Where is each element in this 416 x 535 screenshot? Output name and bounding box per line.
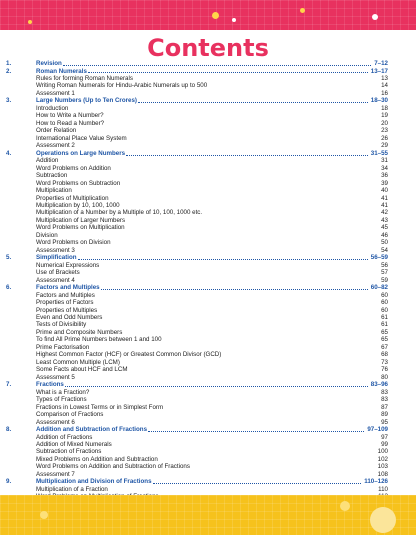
- toc-entry-row: [6, 314, 388, 321]
- entry-title: Word Problems on Addition and Subtraction of Fractions: [36, 463, 190, 471]
- page-number: 60: [381, 291, 388, 299]
- chapter-number: 6.: [6, 284, 12, 292]
- toc-entry-row: [6, 411, 388, 418]
- toc-entry-row: [6, 180, 388, 187]
- page-number: 108: [377, 470, 388, 478]
- page-number: 65: [381, 328, 388, 336]
- toc-entry-row: [6, 82, 388, 89]
- entry-title: Addition: [36, 157, 59, 165]
- page-number: 61: [381, 314, 388, 321]
- entry-title: Properties of Multiples: [36, 306, 98, 314]
- toc-entry-row: [6, 419, 388, 426]
- entry-title: Properties of Multiplication: [36, 194, 109, 202]
- entry-title: Highest Common Factor (HCF) or Greatest Common Divisor (GCD): [36, 351, 222, 359]
- entry-title: Factors and Multiples: [36, 291, 95, 299]
- page-number: 59: [381, 276, 388, 284]
- dot-leader: [148, 431, 364, 432]
- page-number: 13: [381, 75, 388, 82]
- dot-leader: [65, 386, 368, 387]
- chapter-number: 7.: [6, 381, 12, 389]
- toc-entry-row: [6, 135, 388, 142]
- toc-entry-row: [6, 277, 388, 284]
- dot-leader: [153, 483, 362, 484]
- entry-title: Assessment 7: [36, 470, 75, 478]
- page-number: 60–82: [370, 284, 388, 292]
- toc-entry-row: [6, 306, 388, 313]
- toc-entry-row: [6, 396, 388, 403]
- entry-title: What is a Fraction?: [36, 388, 90, 396]
- page-number: 29: [381, 142, 388, 150]
- page-title: Contents: [147, 34, 269, 62]
- page-number: 18–30: [370, 97, 388, 105]
- toc-entry-row: [6, 75, 388, 82]
- entry-title: Types of Fractions: [36, 396, 87, 404]
- entry-title: Multiplication by 10, 100, 1000: [36, 201, 120, 209]
- entry-title: Prime Factorisation: [36, 343, 90, 351]
- page-number: 39: [381, 179, 388, 187]
- toc-chapter-row: [6, 67, 388, 74]
- chapter-title: Simplification: [36, 254, 77, 262]
- entry-title: Division: [36, 231, 58, 239]
- toc-entry-row: [6, 336, 388, 343]
- toc-entry-row: [6, 292, 388, 299]
- chapter-title: Roman Numerals: [36, 67, 87, 75]
- page-number: 68: [381, 351, 388, 359]
- page-number: 50: [381, 239, 388, 247]
- page-number: 43: [381, 216, 388, 224]
- page-number: 54: [381, 246, 388, 254]
- entry-title: Subtraction of Fractions: [36, 448, 102, 456]
- page-number: 110–126: [364, 478, 388, 486]
- entry-title: Mixed Problems on Addition and Subtraction: [36, 455, 158, 463]
- toc-entry-row: [6, 112, 388, 119]
- entry-title: International Place Value System: [36, 134, 127, 142]
- page-number: 83–96: [370, 381, 388, 389]
- chapter-number: 9.: [6, 478, 12, 486]
- page-number: 41: [381, 194, 388, 202]
- page-number: 42: [381, 209, 388, 217]
- entry-title: To find All Prime Numbers between 1 and 100: [36, 336, 162, 344]
- decorative-circle: [40, 511, 48, 519]
- toc-entry-row: [6, 486, 388, 493]
- toc-entry-row: [6, 165, 388, 172]
- page-number: 20: [381, 119, 388, 127]
- page-number: 26: [381, 134, 388, 142]
- toc-chapter-row: [6, 426, 388, 433]
- page-number: 7–12: [374, 60, 388, 68]
- page-number: 13–17: [370, 67, 388, 75]
- page-number: 56: [381, 261, 388, 269]
- page-number: 97: [381, 433, 388, 441]
- toc-chapter-row: [6, 381, 388, 388]
- toc-chapter-row: [6, 254, 388, 261]
- page-number: 95: [381, 418, 388, 426]
- entry-title: Writing Roman Numerals for Hindu-Arabic Numerals up to 500: [36, 82, 208, 90]
- toc-entry-row: [6, 344, 388, 351]
- toc-entry-row: [6, 463, 388, 470]
- toc-entry-row: [6, 142, 388, 149]
- dot-leader: [101, 289, 368, 290]
- toc-entry-row: [6, 448, 388, 455]
- toc-entry-row: [6, 202, 388, 209]
- page-number: 56–59: [370, 254, 388, 262]
- toc-entry-row: [6, 247, 388, 254]
- toc-entry-row: [6, 232, 388, 239]
- entry-title: Numerical Expressions: [36, 261, 100, 269]
- entry-title: Comparison of Fractions: [36, 411, 104, 419]
- entry-title: Order Relation: [36, 127, 77, 135]
- toc-chapter-row: [6, 150, 388, 157]
- toc-entry-row: [6, 389, 388, 396]
- chapter-title: Revision: [36, 60, 62, 68]
- page-number: 40: [381, 187, 388, 195]
- toc-entry-row: [6, 187, 388, 194]
- entry-title: Multiplication: [36, 187, 72, 195]
- chapter-title: Multiplication and Division of Fractions: [36, 478, 152, 486]
- page-number: 83: [381, 396, 388, 404]
- entry-title: Fractions in Lowest Terms or in Simplest Form: [36, 403, 164, 411]
- toc-entry-row: [6, 269, 388, 276]
- page-number: 41: [381, 201, 388, 209]
- decorative-dot: [300, 8, 305, 13]
- decorative-circle: [340, 501, 350, 511]
- page-number: 73: [381, 358, 388, 366]
- toc-entry-row: [6, 262, 388, 269]
- toc-entry-row: [6, 127, 388, 134]
- page-number: 16: [381, 89, 388, 97]
- page-number: 60: [381, 306, 388, 314]
- page-number: 102: [377, 455, 388, 463]
- chapter-title: Fractions: [36, 381, 64, 389]
- entry-title: Multiplication of a Fraction: [36, 485, 108, 493]
- toc-entry-row: [6, 456, 388, 463]
- toc-entry-row: [6, 194, 388, 201]
- toc-entry-row: [6, 90, 388, 97]
- toc-entry-row: [6, 329, 388, 336]
- chapter-number: 2.: [6, 67, 12, 75]
- dot-leader: [138, 102, 368, 103]
- entry-title: Word Problems on Addition: [36, 164, 111, 172]
- toc-entry-row: [6, 374, 388, 381]
- page-number: 65: [381, 336, 388, 344]
- page-number: 76: [381, 366, 388, 374]
- dot-leader: [126, 155, 368, 156]
- toc-entry-row: [6, 471, 388, 478]
- entry-title: How to Read a Number?: [36, 119, 105, 127]
- page-number: 97–109: [367, 426, 388, 434]
- toc-entry-row: [6, 217, 388, 224]
- toc-entry-row: [6, 209, 388, 216]
- page-number: 83: [381, 388, 388, 396]
- entry-title: Word Problems on Subtraction: [36, 179, 121, 187]
- toc-entry-row: [6, 441, 388, 448]
- page-number: 80: [381, 373, 388, 381]
- dot-leader: [88, 72, 368, 73]
- page-number: 18: [381, 104, 388, 112]
- toc-entry-row: [6, 433, 388, 440]
- entry-title: Even and Odd Numbers: [36, 314, 103, 321]
- toc-entry-row: [6, 359, 388, 366]
- toc-entry-row: [6, 321, 388, 328]
- decorative-circle: [370, 507, 396, 533]
- entry-title: Introduction: [36, 104, 69, 112]
- decorative-dot: [232, 18, 236, 22]
- page-number: 103: [377, 463, 388, 471]
- chapter-title: Addition and Subtraction of Fractions: [36, 426, 148, 434]
- toc-entry-row: [6, 172, 388, 179]
- chapter-title: Large Numbers (Up to Ten Crores): [36, 97, 137, 105]
- decorative-dot: [212, 12, 219, 19]
- decorative-dot: [28, 20, 32, 24]
- entry-title: Use of Brackets: [36, 269, 80, 277]
- toc-entry-row: [6, 404, 388, 411]
- entry-title: Prime and Composite Numbers: [36, 328, 123, 336]
- entry-title: Addition of Mixed Numerals: [36, 440, 112, 448]
- page-number: 34: [381, 164, 388, 172]
- page-number: 87: [381, 403, 388, 411]
- toc-entry-row: [6, 120, 388, 127]
- entry-title: Assessment 5: [36, 373, 75, 381]
- page-number: 61: [381, 321, 388, 329]
- dot-leader: [63, 65, 371, 66]
- chapter-number: 3.: [6, 97, 12, 105]
- entry-title: How to Write a Number?: [36, 112, 104, 120]
- toc-chapter-row: [6, 97, 388, 104]
- entry-title: Some Facts about HCF and LCM: [36, 366, 128, 374]
- chapter-number: 5.: [6, 254, 12, 262]
- entry-title: Tests of Divisibility: [36, 321, 87, 329]
- entry-title: Least Common Multiple (LCM): [36, 358, 120, 366]
- entry-title: Multiplication of Larger Numbers: [36, 216, 126, 224]
- entry-title: Properties of Factors: [36, 299, 94, 307]
- page-number: 36: [381, 172, 388, 180]
- bottom-decorative-band: [0, 495, 416, 535]
- page-number: 89: [381, 411, 388, 419]
- chapter-title: Operations on Large Numbers: [36, 149, 126, 157]
- page-number: 31: [381, 157, 388, 165]
- page-number: 45: [381, 224, 388, 232]
- entry-title: Subtraction: [36, 172, 68, 180]
- toc-entry-row: [6, 157, 388, 164]
- toc-entry-row: [6, 105, 388, 112]
- page-number: 60: [381, 299, 388, 307]
- toc-entry-row: [6, 299, 388, 306]
- page-number: 46: [381, 231, 388, 239]
- page-number: 67: [381, 343, 388, 351]
- page-number: 99: [381, 440, 388, 448]
- entry-title: Rules for forming Roman Numerals: [36, 75, 133, 82]
- chapter-number: 4.: [6, 149, 12, 157]
- entry-title: Word Problems on Division: [36, 239, 111, 247]
- chapter-number: 8.: [6, 426, 12, 434]
- page-number: 14: [381, 82, 388, 90]
- entry-title: Assessment 4: [36, 276, 75, 284]
- top-decorative-band: [0, 0, 416, 30]
- entry-title: Word Problems on Multiplication: [36, 224, 125, 232]
- toc-entry-row: [6, 366, 388, 373]
- decorative-dot: [372, 14, 378, 20]
- toc-chapter-row: [6, 284, 388, 291]
- page-number: 100: [377, 448, 388, 456]
- chapter-number: 1.: [6, 60, 12, 68]
- entry-title: Addition of Fractions: [36, 433, 93, 441]
- page-number: 31–55: [370, 149, 388, 157]
- entry-title: Assessment 2: [36, 142, 75, 150]
- toc-entry-row: [6, 224, 388, 231]
- entry-title: Assessment 3: [36, 246, 75, 254]
- dot-leader: [78, 259, 368, 260]
- page-number: 110: [378, 485, 388, 493]
- page-number: 23: [381, 127, 388, 135]
- toc-entry-row: [6, 351, 388, 358]
- toc-chapter-row: [6, 478, 388, 485]
- page-number: 57: [381, 269, 388, 277]
- chapter-title: Factors and Multiples: [36, 284, 100, 292]
- table-of-contents: [6, 60, 388, 508]
- page-number: 19: [381, 112, 388, 120]
- toc-chapter-row: [6, 60, 388, 67]
- toc-entry-row: [6, 239, 388, 246]
- entry-title: Multiplication of a Number by a Multiple of 10, 100, 1000 etc.: [36, 209, 203, 217]
- entry-title: Assessment 6: [36, 418, 75, 426]
- entry-title: Assessment 1: [36, 89, 75, 97]
